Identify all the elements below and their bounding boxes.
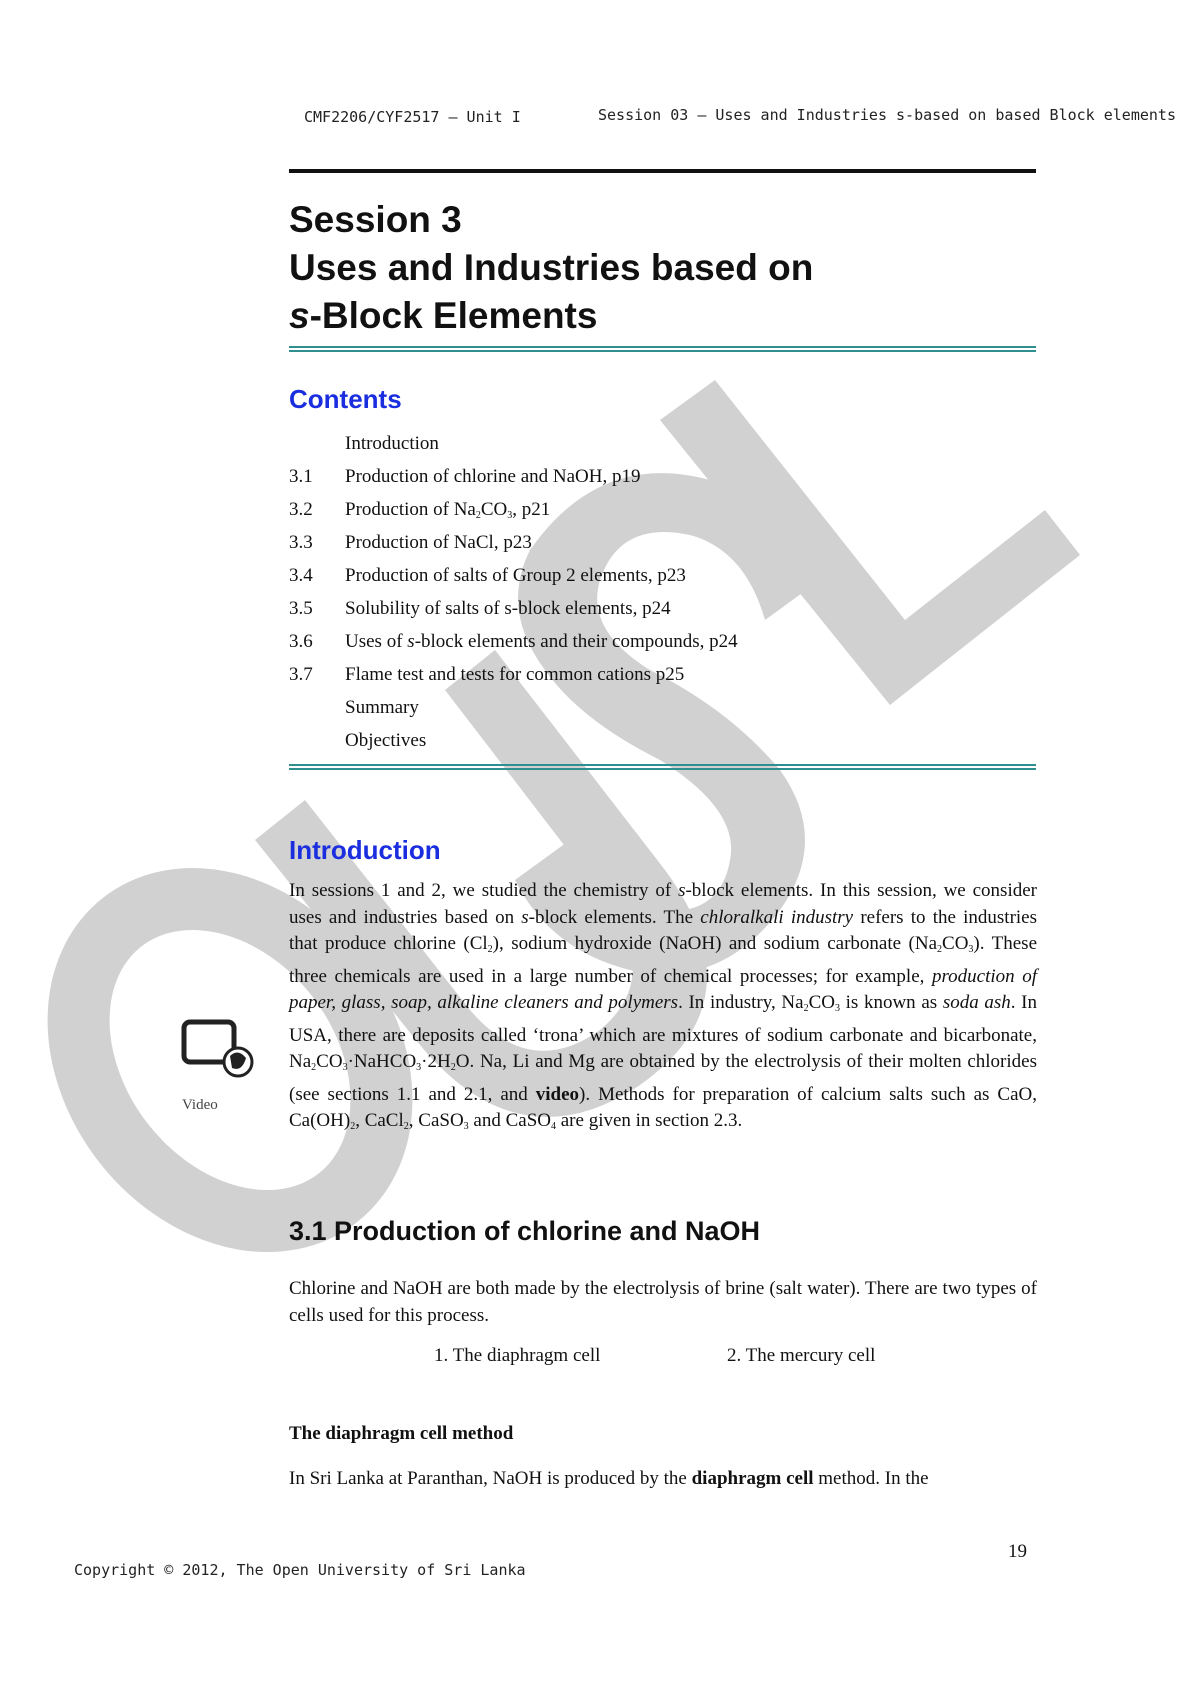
cell-type-1: 1. The diaphragm cell [434,1345,601,1366]
title-double-rule [289,346,1036,352]
cell-type-2: 2. The mercury cell [727,1345,876,1366]
toc-text: Introduction [345,433,439,454]
video-icon[interactable] [180,1018,260,1078]
contents-double-rule [289,764,1036,770]
toc-row [289,631,738,664]
introduction-heading: Introduction [289,835,441,865]
toc-num: 3.4 [289,565,313,586]
toc-text: Solubility of salts of s-block elements, p24 [345,598,671,619]
toc-row [289,433,439,466]
toc-row [289,664,684,697]
header-left: CMF2206/CYF2517 – Unit I [304,108,521,126]
title-line-3-rest: -Block Elements [309,295,598,336]
toc-text: Objectives [345,730,427,751]
section-3-1-paragraph: Chlorine and NaOH are both made by the electrolysis of brine (salt water). There are two types of cells used for this process. [289,1278,1037,1326]
introduction-paragraph: In sessions 1 and 2, we studied the chemistry of s-block elements. In this session, we consider uses and industries based on s-block elements. The chloralkali industry refers to the industries that produce chlorine $(Cl_2)$, sodium hydroxide (NaOH) and sodium carbonate $(Na_2CO_3)$. These three chemicals are used in a large number of chemical processes; for example, production of paper, glass, soap, alkaline cleaners and polymers. In industry, $Na_2CO_3$ is known as soda ash. In USA, there are deposits called ‘trona’ which are mixtures of sodium carbonate and bicarbonate, $Na_2CO_3\cdot NaHCO_3\cdot 2H_2O$. Na, Li and Mg are obtained by the electrolysis of their molten chlorides (see sections 1.1 and 2.1, and video). Methods for preparation of calcium salts such as CaO, $Ca(OH)_2$, CaCl$_2$, CaSO$_3$ and CaSO$_4$ are given in section 2.3. [289,880,1038,1132]
toc-row [289,565,686,598]
toc-text: Production of $Na_2CO_3$, p21 [345,499,551,521]
title-line-1: Session 3 [289,199,462,240]
toc-row [289,730,426,763]
title-line-2: Uses and Industries based on [289,247,814,288]
contents-heading: Contents [289,384,402,414]
header-rule [289,169,1036,173]
toc-num [289,730,345,763]
toc-num: 3.7 [289,664,313,685]
toc-text: Production of salts of Group 2 elements, p23 [345,565,686,586]
header-right: Session 03 – Uses and Industries s-based on based Block elements [598,106,1176,124]
video-label: Video [182,1097,218,1113]
page-title [289,196,813,340]
page-number: 19 [1008,1541,1027,1562]
section-3-1-heading: 3.1 Production of chlorine and NaOH [289,1216,761,1246]
title-line-3 [289,292,813,340]
toc-text: Summary [345,697,419,718]
copyright: Copyright © 2012, The Open University of Sri Lanka [74,1561,526,1579]
toc-num: 3.2 [289,499,313,520]
toc-row [289,532,532,565]
diaphragm-paragraph: In Sri Lanka at Paranthan, NaOH is produced by the diaphragm cell method. In the [289,1468,929,1489]
toc-text: Flame test and tests for common cations p25 [345,664,685,685]
toc-row [289,598,671,631]
toc-num: 3.1 [289,466,313,487]
title-italic-s: s [289,295,310,336]
toc-num [289,697,345,730]
toc-row [289,499,550,532]
toc-text: Production of NaCl, p23 [345,532,532,553]
diaphragm-subheading: The diaphragm cell method [289,1423,514,1444]
toc-row [289,697,419,730]
toc-text: Uses of s-block elements and their compounds, p24 [345,631,738,652]
toc-num: 3.6 [289,631,313,652]
toc-num: 3.3 [289,532,313,553]
toc-text: Production of chlorine and NaOH, p19 [345,466,641,487]
toc-num: 3.5 [289,598,313,619]
toc-num [289,433,345,466]
toc-row [289,466,641,499]
